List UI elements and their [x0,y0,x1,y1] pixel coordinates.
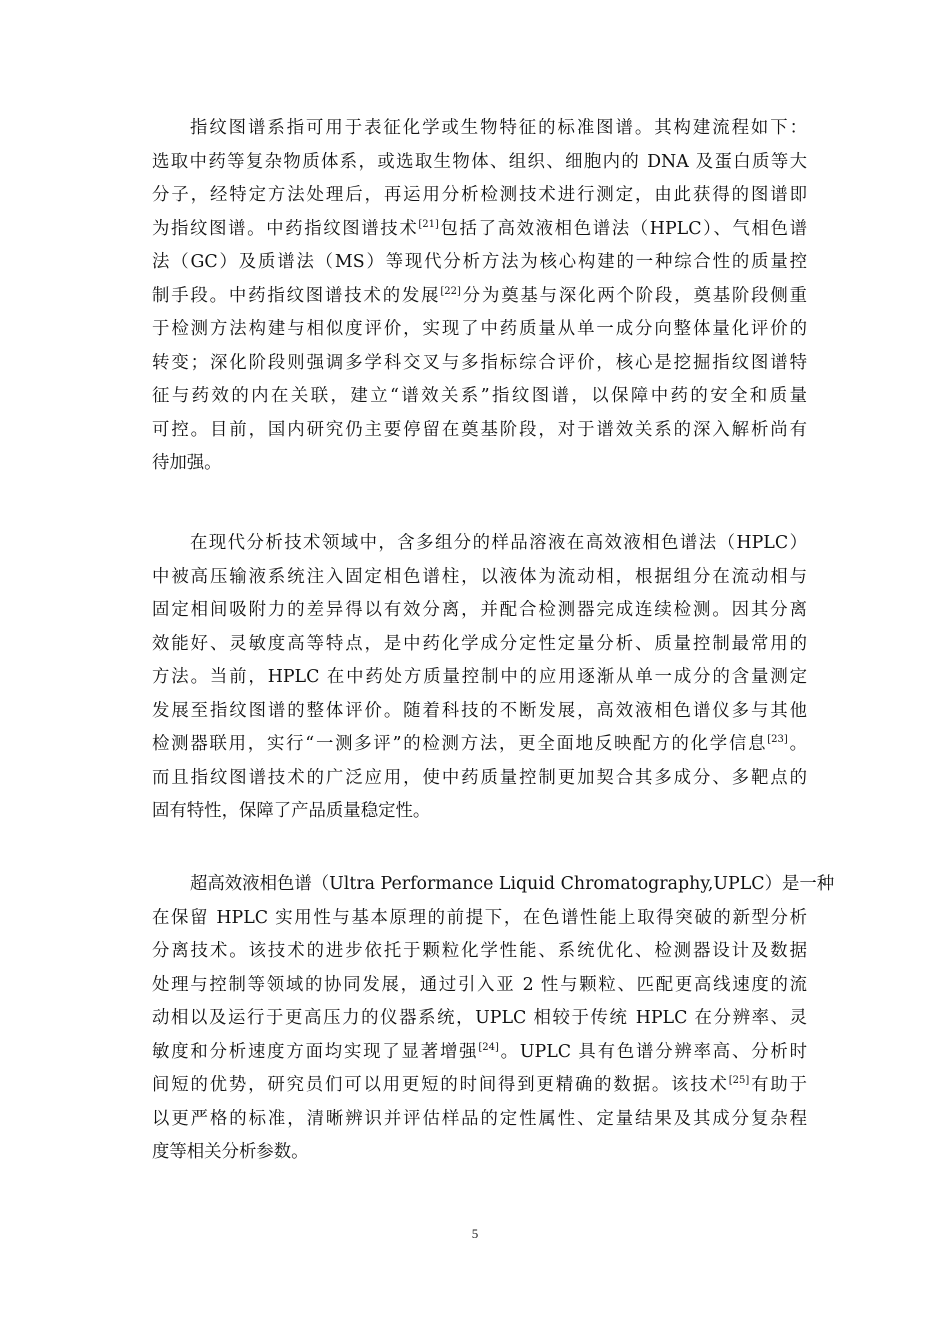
paragraph-hplc [152,527,807,829]
text-segment: 转变；深化阶段则强调多学科交叉与多指标综合评价，核心是挖掘指纹图谱特 [152,352,807,373]
text-line [152,527,807,561]
text-line [152,1002,807,1036]
text-segment: 效能好、灵敏度高等特点，是中药化学成分定性定量分析、质量控制最常用的 [152,633,807,654]
text-segment: 法（GC）及质谱法（MS）等现代分析方法为核心构建的一种综合性的质量控 [152,252,807,272]
text-line [152,313,807,347]
text-line [152,1136,807,1170]
text-segment: 征与药效的内在关联，建立“谱效关系”指纹图谱，以保障中药的安全和质量 [152,386,807,406]
text-line [152,1069,807,1103]
text-segment: 检测器联用，实行“一测多评”的检测方法，更全面地反映配方的化学信息 [152,734,768,754]
text-segment: 间短的优势，研究员们可以用更短的时间得到更精确的数据。该技术 [152,1075,729,1095]
text-segment: 制手段。中药指纹图谱技术的发展 [152,285,441,306]
text-line [152,762,807,796]
paragraph-fingerprint [152,112,807,481]
text-segment: 发展至指纹图谱的整体评价。随着科技的不断发展，高效液相色谱仪多与其他 [152,700,807,721]
text-line [152,1103,807,1137]
text-line [152,902,807,936]
text-line [152,246,807,280]
text-line [152,594,807,628]
text-segment: 固定相间吸附力的差异得以有效分离，并配合检测器完成连续检测。因其分离 [152,600,807,620]
text-segment: 动相以及运行于更高压力的仪器系统，UPLC 相较于传统 HPLC 在分辨率、灵 [152,1008,807,1028]
text-line [152,695,807,729]
page-number: 5 [471,1226,479,1241]
text-segment: 以更严格的标准，清晰辨识并评估样品的定性属性、定量结果及其成分复杂程 [152,1108,807,1129]
text-segment: 分离技术。该技术的进步依托于颗粒化学性能、系统优化、检测器设计及数据 [152,941,807,961]
citation-superscript: [24] [478,1041,499,1053]
text-segment: 分子，经特定方法处理后，再运用分析检测技术进行测定，由此获得的图谱即 [152,185,807,205]
text-line [152,414,807,448]
text-line [152,146,807,180]
paragraph-uplc [152,868,835,1170]
text-segment: 敏度和分析速度方面均实现了显著增强 [152,1041,479,1062]
text-line [152,561,807,595]
text-segment: 方法。当前，HPLC 在中药处方质量控制中的应用逐渐从单一成分的含量测定 [152,667,807,687]
text-segment: 指纹图谱系指可用于表征化学或生物特征的标准图谱。其构建流程如下： [190,118,807,138]
text-line [152,661,807,695]
text-line [152,380,807,414]
text-line [152,969,807,1003]
citation-superscript: [21] [418,218,439,230]
text-segment: 在现代分析技术领域中，含多组分的样品溶液在高效液相色谱法（HPLC） [190,533,807,553]
text-line [152,868,835,902]
citation-superscript: [25] [728,1075,750,1086]
text-line [152,935,807,969]
text-line [152,112,807,146]
citation-superscript: [22] [440,285,461,297]
text-segment: 选取中药等复杂物质体系，或选取生物体、组织、细胞内的 DNA 及蛋白质等大 [152,151,807,172]
text-segment: 。UPLC 具有色谱分辨率高、分析时 [498,1041,807,1062]
text-segment: 包括了高效液相色谱法（HPLC）、气相色谱 [438,218,807,239]
text-line [152,795,807,829]
text-segment: 度等相关分析参数。 [152,1142,309,1162]
text-line [152,1036,807,1070]
text-segment: 为指纹图谱。中药指纹图谱技术 [152,218,419,239]
text-segment: 而且指纹图谱技术的广泛应用，使中药质量控制更加契合其多成分、多靶点的 [152,767,807,788]
text-line [152,447,807,481]
text-line [152,280,807,314]
text-line [152,347,807,381]
text-segment: 处理与控制等领域的协同发展，通过引入亚 2 性与颗粒、匹配更高线速度的流 [152,974,807,995]
text-line [152,213,807,247]
citation-superscript: [23] [767,734,788,745]
text-segment: 有助于 [749,1075,807,1095]
text-segment: 待加强。 [152,453,222,473]
text-segment: 中被高压输液系统注入固定相色谱柱，以液体为流动相，根据组分在流动相与 [152,566,807,587]
text-segment: 于检测方法构建与相似度评价，实现了中药质量从单一成分向整体量化评价的 [152,319,807,339]
text-segment: 在保留 HPLC 实用性与基本原理的前提下，在色谱性能上取得突破的新型分析 [152,907,807,928]
text-segment: 分为奠基与深化两个阶段，奠基阶段侧重 [460,285,807,306]
text-segment: 可控。目前，国内研究仍主要停留在奠基阶段，对于谱效关系的深入解析尚有 [152,419,807,440]
text-line [152,728,807,762]
text-segment: 超高效液相色谱（Ultra Performance Liquid Chromatography,UPLC）是一种 [190,874,835,894]
text-segment: 固有特性，保障了产品质量稳定性。 [152,801,431,821]
text-line [152,179,807,213]
text-line [152,628,807,662]
text-segment: 。 [787,734,807,754]
